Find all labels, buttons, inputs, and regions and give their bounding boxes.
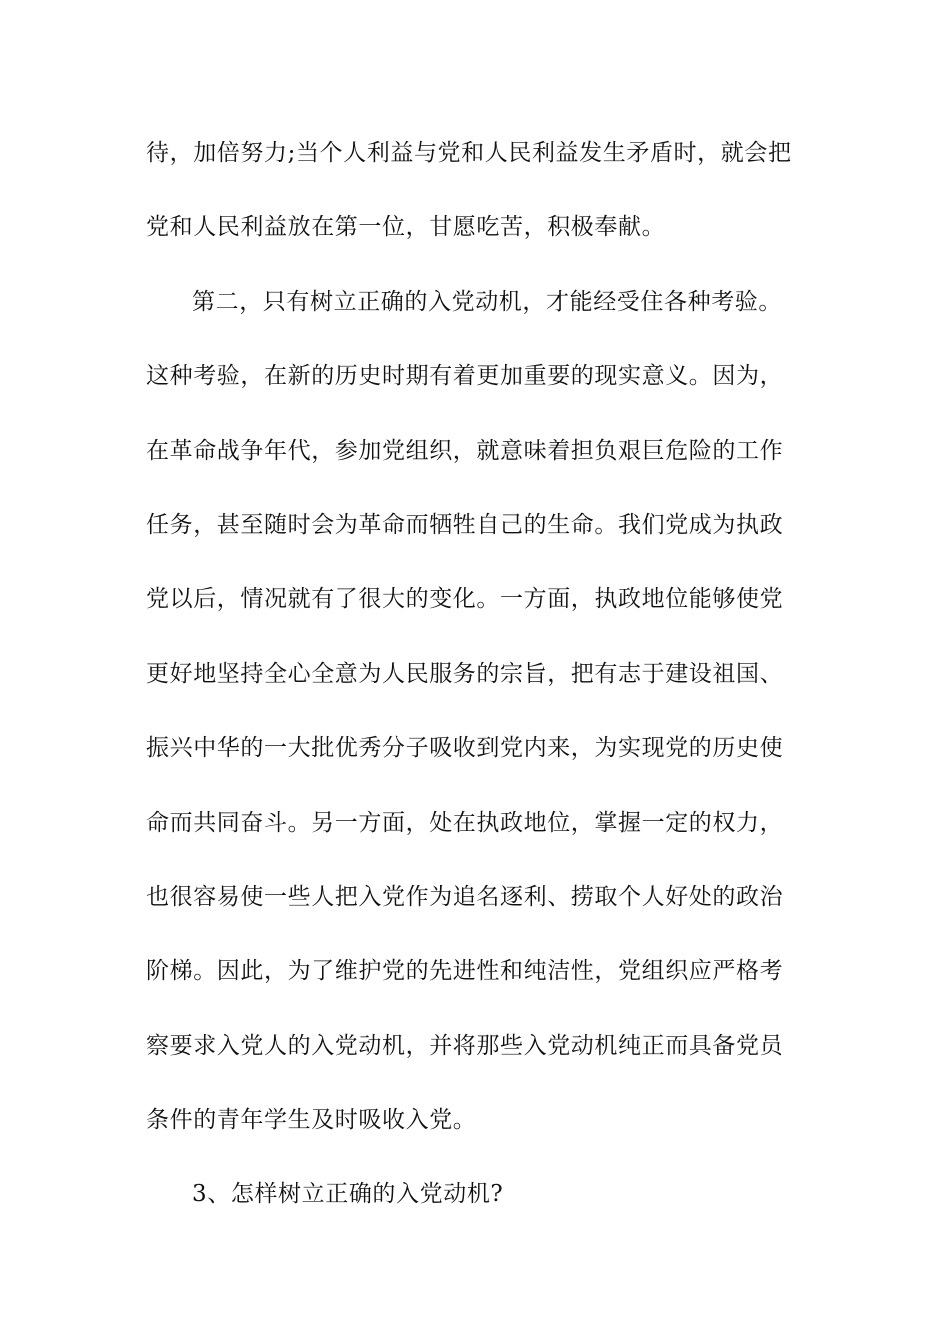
text-line: 阶梯。因此，为了维护党的先进性和纯洁性，党组织应严格考	[146, 958, 784, 985]
text-line: 命而共同奋斗。另一方面，处在执政地位，掌握一定的权力，	[146, 809, 784, 836]
text-line: 更好地坚持全心全意为人民服务的宗旨，把有志于建设祖国、	[146, 660, 784, 687]
text-line: 在革命战争年代，参加党组织，就意味着担负艰巨危险的工作	[146, 437, 784, 464]
text-line: 条件的青年学生及时吸收入党。	[146, 1107, 477, 1134]
text-line: 党以后，情况就有了很大的变化。一方面，执政地位能够使党	[146, 586, 784, 613]
text-line: 党和人民利益放在第一位，甘愿吃苦，积极奉献。	[146, 214, 666, 241]
text-line: 这种考验，在新的历史时期有着更加重要的现实意义。因为，	[146, 363, 784, 390]
body-text	[146, 129, 806, 1245]
text-line: 振兴中华的一大批优秀分子吸收到党内来，为实现党的历史使	[146, 735, 784, 762]
paragraph-start-line: 第二，只有树立正确的入党动机，才能经受住各种考验。	[192, 288, 782, 315]
section-heading: 3、怎样树立正确的入党动机?	[192, 1181, 504, 1208]
text-line: 任务，甚至随时会为革命而牺牲自己的生命。我们党成为执政	[146, 511, 784, 538]
text-line: 察要求入党人的入党动机，并将那些入党动机纯正而具备党员	[146, 1032, 784, 1059]
text-line: 待，加倍努力;当个人利益与党和人民利益发生矛盾时，就会把	[146, 140, 792, 166]
text-line: 也很容易使一些人把入党作为追名逐利、捞取个人好处的政治	[146, 883, 784, 910]
